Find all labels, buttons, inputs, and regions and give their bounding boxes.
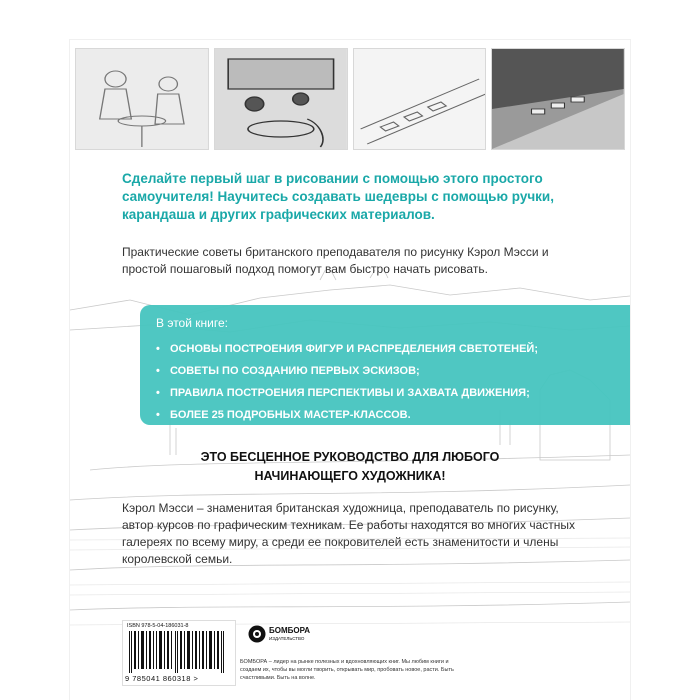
contents-box-title: В этой книге: xyxy=(156,316,228,330)
bullet-icon: • xyxy=(156,365,160,377)
publisher-name: БОМБОРА xyxy=(269,626,311,635)
slogan-line-2: НАЧИНАЮЩЕГО ХУДОЖНИКА! xyxy=(254,469,446,483)
harbor-sketch-thumbnail xyxy=(491,48,625,150)
contents-list-item xyxy=(156,338,538,360)
author-bio: Кэрол Мэсси – знаменитая британская художница, преподаватель по рисунку, автор курсов по графическим техникам. Ее работы находятся во многих частных галереях по всему миру, а среди ее покровителей есть знаменитости и члены королевской семьи. xyxy=(122,501,575,566)
contents-item-text: БОЛЕЕ 25 ПОДРОБНЫХ МАСТЕР-КЛАССОВ. xyxy=(170,409,411,421)
boats-sketch-thumbnail xyxy=(353,48,487,150)
intro-paragraph: Практические советы британского преподавателя по рисунку Кэрол Мэсси и простой пошаговый подход помогут вам быстро начать рисовать. xyxy=(122,245,549,276)
cafe-sketch-thumbnail xyxy=(75,48,209,150)
lead-paragraph: Сделайте первый шаг в рисовании с помощью этого простого самоучителя! Научитесь создавать шедевры с помощью ручки, карандаша и других графических материалов. xyxy=(122,171,554,222)
isbn-text: ISBN 978-5-04-186031-8 xyxy=(127,623,189,629)
publisher-logo-block xyxy=(248,625,311,655)
bullet-icon: • xyxy=(156,387,160,399)
contents-item-text: ПРАВИЛА ПОСТРОЕНИЯ ПЕРСПЕКТИВЫ И ЗАХВАТА ДВИЖЕНИЯ; xyxy=(170,387,530,399)
barcode-digits: 9 785041 860318 > xyxy=(125,674,199,683)
sketch-thumbnails xyxy=(75,48,625,148)
slogan xyxy=(70,448,630,486)
barcode-block xyxy=(122,620,236,686)
contents-list xyxy=(156,338,538,426)
contents-list-item xyxy=(156,382,538,404)
restaurant-sketch-thumbnail xyxy=(214,48,348,150)
bullet-icon: • xyxy=(156,409,160,421)
publisher-description: БОМБОРА – лидер на рынке полезных и вдохновляющих книг. Мы любим книги и создаем их, чтобы вы могли творить, открывать мир, пробовать новое, расти. Быть счастливыми. Быть на волне. xyxy=(240,659,454,681)
publisher-subtitle: ИЗДАТЕЛЬСТВО xyxy=(269,636,305,641)
contents-item-text: ОСНОВЫ ПОСТРОЕНИЯ ФИГУР И РАСПРЕДЕЛЕНИЯ СВЕТОТЕНЕЙ; xyxy=(170,343,538,355)
contents-item-text: СОВЕТЫ ПО СОЗДАНИЮ ПЕРВЫХ ЭСКИЗОВ; xyxy=(170,365,420,377)
slogan-line-1: ЭТО БЕСЦЕННОЕ РУКОВОДСТВО ДЛЯ ЛЮБОГО xyxy=(200,450,500,464)
bullet-icon: • xyxy=(156,343,160,355)
barcode-image xyxy=(127,631,231,673)
publisher-logo-icon xyxy=(248,625,266,643)
contents-list-item xyxy=(156,360,538,382)
contents-list-item xyxy=(156,404,538,426)
book-back-cover xyxy=(70,40,630,700)
contents-box xyxy=(140,305,630,425)
